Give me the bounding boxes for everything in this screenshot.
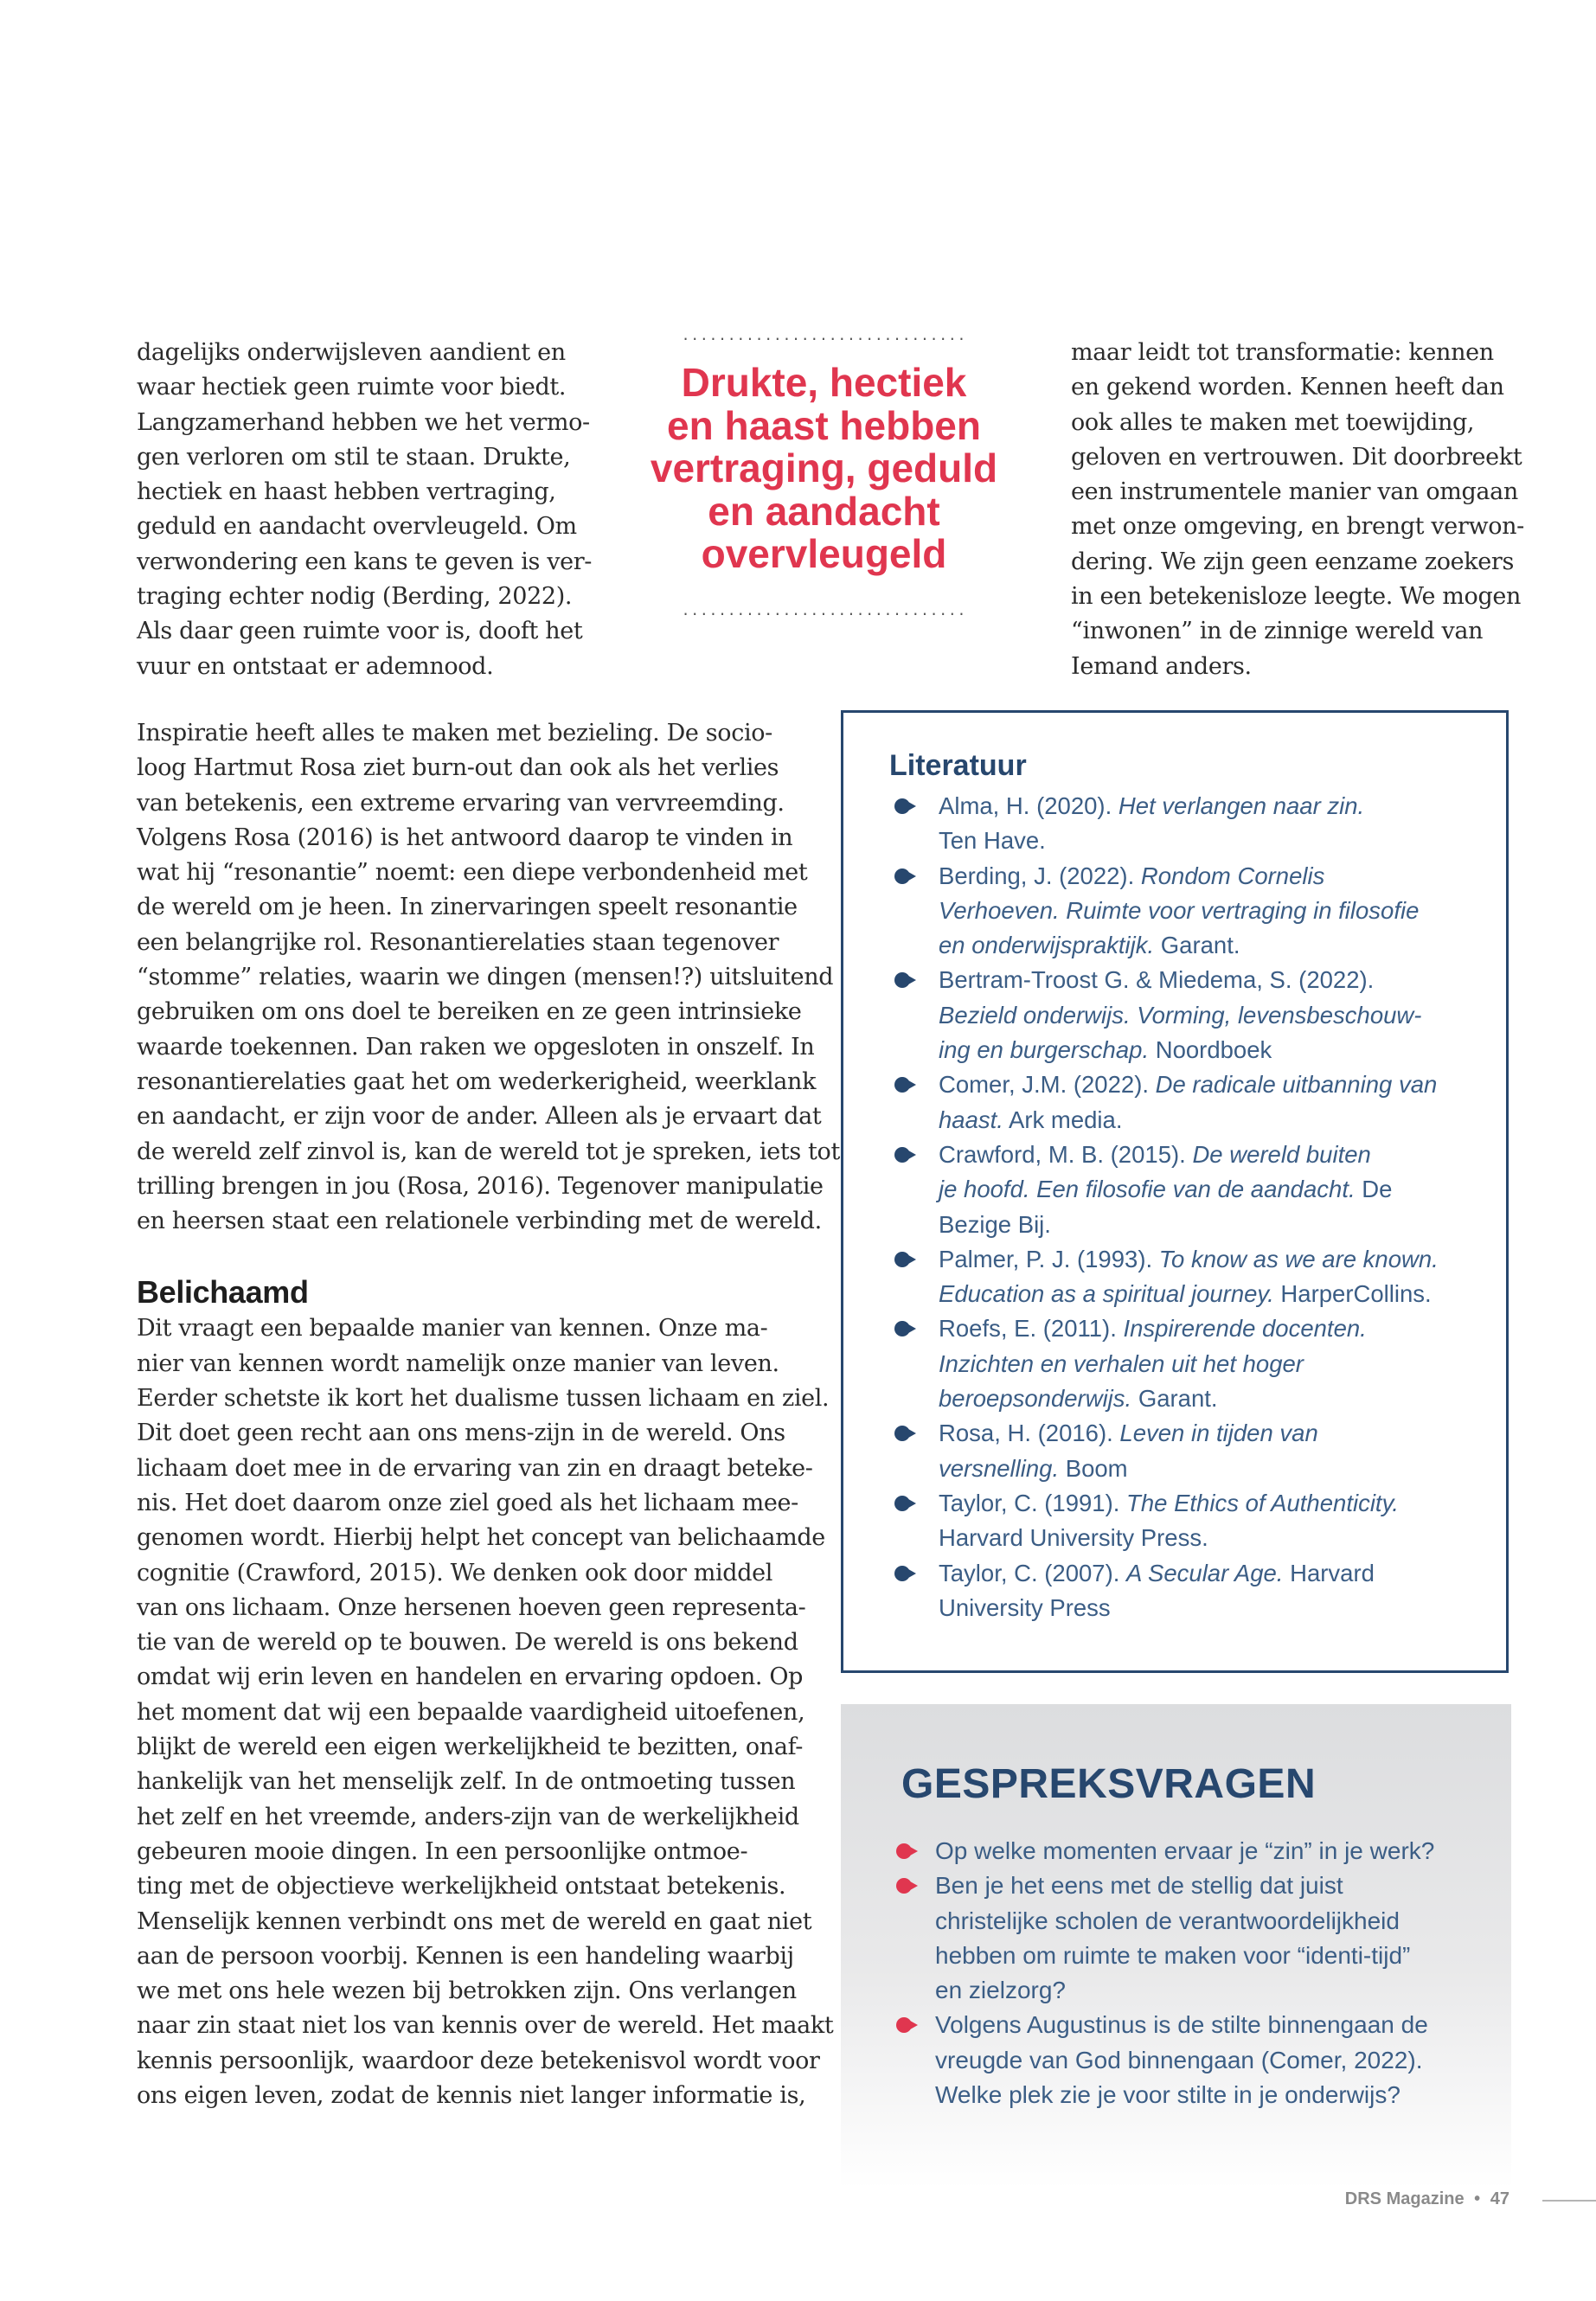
reference-text: Roefs, E. (2011).: [939, 1315, 1124, 1343]
reference-line: [939, 1103, 1486, 1138]
text-line: Als daar geen ruimte voor is, dooft het: [137, 618, 583, 645]
magazine-name: DRS Magazine: [1344, 2189, 1465, 2208]
literatuur-title: Literatuur: [889, 749, 1027, 782]
reference-line: [939, 1452, 1486, 1486]
reference-text: Comer, J.M. (2022).: [939, 1071, 1156, 1099]
text-line: geloven en vertrouwen. Dit doorbreekt: [1071, 443, 1522, 471]
text-line: blijkt de wereld een eigen werkelijkheid te bezitten, onaf-: [137, 1734, 804, 1761]
text-line: de wereld zelf zinvol is, kan de wereld tot je spreken, iets tot: [137, 1138, 840, 1165]
column-right-top: [1071, 336, 1524, 684]
reference-text: Noordboek: [1149, 1036, 1272, 1064]
reference-line: [939, 1486, 1486, 1521]
reference-line: [939, 1347, 1486, 1381]
text-line: tie van de wereld op te bouwen. De wereld is ons bekend: [137, 1629, 798, 1657]
reference-text: Taylor, C. (1991).: [939, 1489, 1127, 1516]
reference-line: [939, 824, 1486, 858]
reference-title: De radicale uitbanning van: [1155, 1071, 1438, 1099]
reference-title: Verhoeven. Ruimte voor vertraging in filosofie: [939, 896, 1420, 924]
footer-rule: [1542, 2200, 1596, 2202]
reference-title: The Ethics of Authenticity.: [1126, 1489, 1399, 1516]
text-line: gebruiken om ons doel te bereiken en ze geen intrinsieke: [137, 998, 802, 1026]
text-line: vuur en ontstaat er ademnood.: [137, 652, 494, 680]
text-line: lichaam doet mee in de ervaring van zin en draagt beteke-: [137, 1454, 813, 1482]
text-line: Dit doet geen recht aan ons mens-zijn in de wereld. Ons: [137, 1420, 785, 1447]
text-line: hectiek en haast hebben vertraging,: [137, 478, 556, 506]
reference-text: Crawford, M. B. (2015).: [939, 1140, 1193, 1168]
reference-line: [939, 1067, 1486, 1102]
text-line: nier van kennen wordt namelijk onze manier van leven.: [137, 1349, 779, 1377]
reference-line: [939, 1556, 1486, 1591]
pull-quote-line: en aandacht: [708, 488, 940, 534]
paragraph-inspiratie: [137, 716, 840, 1239]
reference-text: Berding, J. (2022).: [939, 862, 1141, 889]
pull-quote-line: Drukte, hectiek: [681, 360, 967, 405]
text-line: en gekend worden. Kennen heeft dan: [1071, 374, 1504, 401]
reference-line: [939, 1591, 1486, 1625]
reference-text: Alma, H. (2020).: [939, 792, 1118, 819]
reference-title: haast.: [939, 1106, 1003, 1133]
reference-item: [889, 1067, 1486, 1138]
reference-line: [939, 998, 1486, 1033]
text-line: genomen wordt. Hierbij helpt het concept van belichaamde: [137, 1524, 825, 1552]
text-line: loog Hartmut Rosa ziet burn-out dan ook als het verlies: [137, 754, 779, 782]
text-line: Inspiratie heeft alles te maken met bezieling. De socio-: [137, 720, 772, 747]
reference-line: [939, 789, 1486, 824]
text-line: met onze omgeving, en brengt verwon-: [1071, 513, 1524, 541]
text-line: omdat wij erin leven en handelen en ervaring opdoen. Op: [137, 1663, 804, 1691]
text-line: Menselijk kennen verbindt ons met de wereld en gaat niet: [137, 1907, 812, 1935]
reference-text: Garant.: [1131, 1385, 1218, 1413]
text-line: waarde toekennen. Dan raken we opgesloten in onszelf. In: [137, 1033, 815, 1061]
reference-text: Bertram-Troost G. & Miedema, S. (2022).: [939, 966, 1375, 994]
reference-line: [939, 1138, 1486, 1172]
text-line: en aandacht, er zijn voor de ander. Alleen als je ervaart dat: [137, 1103, 822, 1131]
text-line: gebeuren mooie dingen. In een persoonlijke ontmoe-: [137, 1837, 748, 1865]
reference-line: [939, 1033, 1486, 1067]
reference-line: [939, 1521, 1486, 1555]
reference-line: [939, 1277, 1486, 1311]
reference-item: [889, 1486, 1486, 1556]
section-heading: Belichaamd: [137, 1274, 309, 1311]
reference-title: Education as a spiritual journey.: [939, 1280, 1274, 1308]
reference-title: en onderwijspraktijk.: [939, 932, 1155, 959]
pull-quote: [644, 327, 1003, 619]
reference-title: A Secular Age.: [1126, 1559, 1284, 1586]
reference-title: To know as we are known.: [1158, 1245, 1439, 1272]
text-line: aan de persoon voorbij. Kennen is een handeling waarbij: [137, 1942, 794, 1970]
text-line: kennis persoonlijk, waardoor deze betekenisvol wordt voor: [137, 2047, 820, 2074]
reference-line: [939, 1242, 1486, 1277]
reference-item: [889, 963, 1486, 1067]
reference-item: [889, 1416, 1486, 1486]
reference-text: Harvard: [1283, 1559, 1375, 1586]
footer-text: [1345, 2189, 1509, 2209]
reference-title: je hoofd. Een filosofie van de aandacht.: [939, 1176, 1356, 1203]
reference-title: ing en burgerschap.: [939, 1036, 1150, 1064]
text-line: dering. We zijn geen eenzame zoekers: [1071, 548, 1514, 575]
text-line: ook alles te maken met toewijding,: [1071, 408, 1475, 436]
question-line: christelijke scholen de verantwoordelijkheid: [935, 1907, 1400, 1934]
question-item: [896, 2008, 1502, 2112]
text-line: hankelijk van het menselijk zelf. In de ontmoeting tussen: [137, 1768, 796, 1796]
text-line: nis. Het doet daarom onze ziel goed als het lichaam mee-: [137, 1489, 798, 1516]
question-line: Ben je het eens met de stellig dat juist: [935, 1872, 1343, 1900]
text-line: van betekenis, een extreme ervaring van vervreemding.: [137, 789, 785, 817]
reference-item: [889, 1311, 1486, 1416]
text-line: van ons lichaam. Onze hersenen hoeven geen representa-: [137, 1593, 806, 1621]
question-line: Welke plek zie je voor stilte in je onderwijs?: [935, 2081, 1401, 2109]
text-line: dagelijks onderwijsleven aandient en: [137, 339, 566, 366]
reference-text: Ten Have.: [939, 827, 1046, 855]
text-line: trilling brengen in jou (Rosa, 2016). Tegenover manipulatie: [137, 1172, 824, 1200]
text-line: in een betekenisloze leegte. We mogen: [1071, 583, 1522, 611]
text-line: gen verloren om stil te staan. Drukte,: [137, 443, 571, 471]
pull-quote-line: vertraging, geduld: [650, 445, 998, 490]
text-line: Volgens Rosa (2016) is het antwoord daarop te vinden in: [137, 824, 793, 851]
reference-line: [939, 963, 1486, 997]
text-line: een belangrijke rol. Resonantierelaties staan tegenover: [137, 928, 779, 956]
text-line: en heersen staat een relationele verbinding met de wereld.: [137, 1208, 822, 1235]
reference-item: [889, 789, 1486, 859]
reference-text: Palmer, P. J. (1993).: [939, 1245, 1159, 1272]
reference-title: Inzichten en verhalen uit het hoger: [939, 1349, 1304, 1377]
question-line: Op welke momenten ervaar je “zin” in je werk?: [935, 1837, 1435, 1864]
text-line: de wereld om je heen. In zinervaringen speelt resonantie: [137, 894, 798, 921]
text-line: Eerder schetste ik kort het dualisme tussen lichaam en ziel.: [137, 1385, 830, 1413]
text-line: het zelf en het vreemde, anders-zijn van de werkelijkheid: [137, 1803, 799, 1830]
text-line: Iemand anders.: [1071, 652, 1252, 680]
column-left-top: [137, 336, 593, 684]
paragraph-belichaamd: [137, 1311, 834, 2113]
literatuur-list: [889, 789, 1486, 1625]
reference-item: [889, 859, 1486, 964]
gespreksvragen-box: [841, 1704, 1511, 2189]
text-line: verwondering een kans te geven is ver-: [137, 548, 593, 575]
text-line: een instrumentele manier van omgaan: [1071, 478, 1518, 506]
reference-title: Leven in tijden van: [1119, 1420, 1318, 1447]
reference-text: Harvard University Press.: [939, 1524, 1208, 1552]
text-line: waar hectiek geen ruimte voor biedt.: [137, 374, 567, 401]
column-left-main: [137, 716, 840, 2113]
reference-title: Bezield onderwijs. Vorming, levensbeschouw-: [939, 1001, 1422, 1029]
reference-text: Garant.: [1154, 932, 1240, 959]
question-line: vreugde van God binnengaan (Comer, 2022).: [935, 2046, 1423, 2073]
pull-quote-line: overvleugeld: [701, 531, 947, 576]
text-line: Dit vraagt een bepaalde manier van kennen. Onze ma-: [137, 1315, 768, 1343]
reference-title: Inspirerende docenten.: [1123, 1315, 1367, 1343]
text-line: Langzamerhand hebben we het vermo-: [137, 408, 590, 436]
reference-line: [939, 859, 1486, 894]
reference-text: De: [1355, 1176, 1393, 1203]
question-line: hebben om ruimte te maken voor “identi-tijd”: [935, 1941, 1411, 1969]
page-number: 47: [1490, 2189, 1509, 2208]
text-line: traging echter nodig (Berding, 2022).: [137, 583, 573, 611]
reference-text: Bezige Bij.: [939, 1210, 1051, 1238]
reference-title: De wereld buiten: [1192, 1140, 1371, 1168]
reference-text: HarperCollins.: [1273, 1280, 1432, 1308]
pull-quote-text: [644, 362, 1003, 576]
reference-line: [939, 1208, 1486, 1242]
reference-text: Rosa, H. (2016).: [939, 1420, 1120, 1447]
reference-title: versnelling.: [939, 1454, 1060, 1482]
text-line: naar zin staat niet los van kennis over de wereld. Het maakt: [137, 2012, 834, 2040]
question-line: en zielzorg?: [935, 1977, 1066, 2004]
reference-item: [889, 1242, 1486, 1312]
reference-title: Het verlangen naar zin.: [1118, 792, 1365, 819]
text-line: maar leidt tot transformatie: kennen: [1071, 339, 1494, 366]
reference-line: [939, 894, 1486, 928]
text-line: het moment dat wij een bepaalde vaardigheid uitoefenen,: [137, 1698, 805, 1726]
reference-item: [889, 1138, 1486, 1242]
question-item: [896, 1868, 1502, 2008]
text-line: “inwonen” in de zinnige wereld van: [1071, 618, 1484, 645]
text-line: ting met de objectieve werkelijkheid ontstaat betekenis.: [137, 1873, 786, 1900]
question-line: Volgens Augustinus is de stilte binnengaan de: [935, 2011, 1428, 2039]
text-line: “stomme” relaties, waarin we dingen (mensen!?) uitsluitend: [137, 964, 834, 991]
question-item: [896, 1834, 1502, 1868]
reference-title: beroepsonderwijs.: [939, 1385, 1132, 1413]
text-line: ons eigen leven, zodat de kennis niet langer informatie is,: [137, 2081, 806, 2109]
reference-text: University Press: [939, 1593, 1111, 1621]
text-line: cognitie (Crawford, 2015). We denken ook door middel: [137, 1559, 773, 1586]
reference-line: [939, 1416, 1486, 1451]
gespreksvragen-list: [896, 1834, 1502, 2112]
reference-text: Taylor, C. (2007).: [939, 1559, 1127, 1586]
text-line: we met ons hele wezen bij betrokken zijn. Ons verlangen: [137, 1977, 797, 2005]
text-line: geduld en aandacht overvleugeld. Om: [137, 513, 577, 541]
pull-quote-dots-top: ...............................: [681, 327, 967, 343]
pull-quote-line: en haast hebben: [667, 402, 981, 448]
reference-item: [889, 1556, 1486, 1626]
reference-line: [939, 928, 1486, 963]
reference-line: [939, 1172, 1486, 1207]
text-line: resonantierelaties gaat het om wederkerigheid, weerklank: [137, 1067, 817, 1095]
reference-title: Rondom Cornelis: [1140, 862, 1325, 889]
reference-line: [939, 1311, 1486, 1346]
text-line: wat hij “resonantie” noemt: een diepe verbondenheid met: [137, 859, 808, 887]
footer-separator: •: [1474, 2189, 1481, 2208]
reference-text: Ark media.: [1003, 1106, 1123, 1133]
literatuur-box: [841, 710, 1509, 1673]
pull-quote-dots-bottom: ...............................: [681, 601, 967, 619]
gespreksvragen-title: GESPREKSVRAGEN: [901, 1761, 1317, 1807]
reference-text: Boom: [1059, 1454, 1128, 1482]
reference-line: [939, 1381, 1486, 1416]
